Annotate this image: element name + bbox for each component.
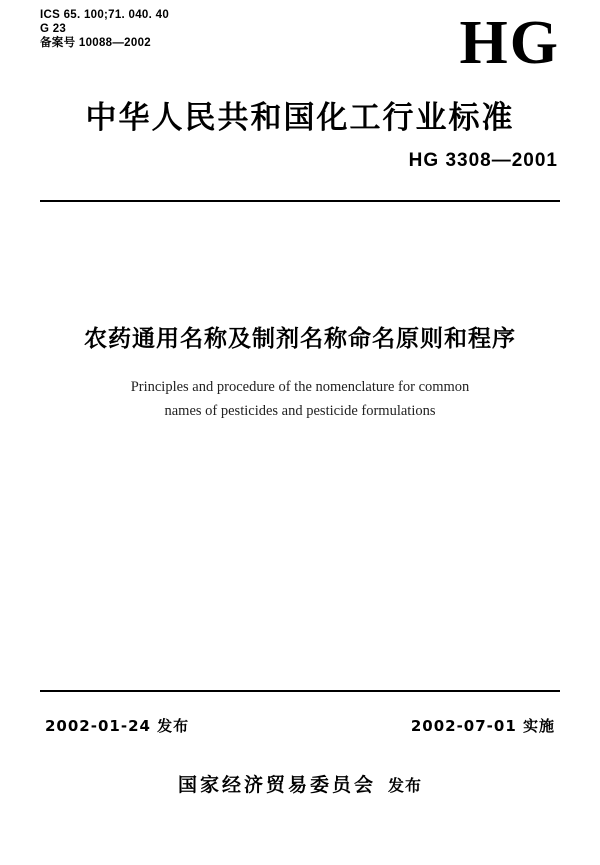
hg-logo: HG: [459, 9, 560, 77]
subject-title-english-line2: names of pesticides and pesticide formulations: [164, 403, 436, 419]
issuer-name: 国家经济贸易委员会: [177, 774, 376, 796]
subject-title-english-line1: Principles and procedure of the nomenclature for common: [130, 379, 470, 395]
subject-title-chinese: 农药通用名称及制剂名称命名原则和程序: [84, 326, 516, 352]
national-standard-title: 中华人民共和国化工行业标准: [85, 100, 515, 136]
issue-date: 2002-01-24 发布: [45, 717, 190, 735]
effective-date: 2002-07-01 实施: [410, 717, 555, 735]
ics-line-2: G 23: [40, 23, 67, 35]
issuer-line: [0, 770, 600, 797]
subject-title-english: [100, 375, 500, 423]
ics-line-3: 备案号 10088—2002: [40, 37, 151, 49]
issuer-publish-label: 发布: [388, 776, 423, 795]
date-row: [45, 715, 555, 736]
ics-classification-block: [40, 8, 169, 50]
standard-number: HG 3308—2001: [408, 150, 558, 171]
ics-line-1: ICS 65. 100;71. 040. 40: [40, 9, 170, 21]
divider-bottom: [40, 690, 560, 692]
divider-top: [40, 200, 560, 202]
